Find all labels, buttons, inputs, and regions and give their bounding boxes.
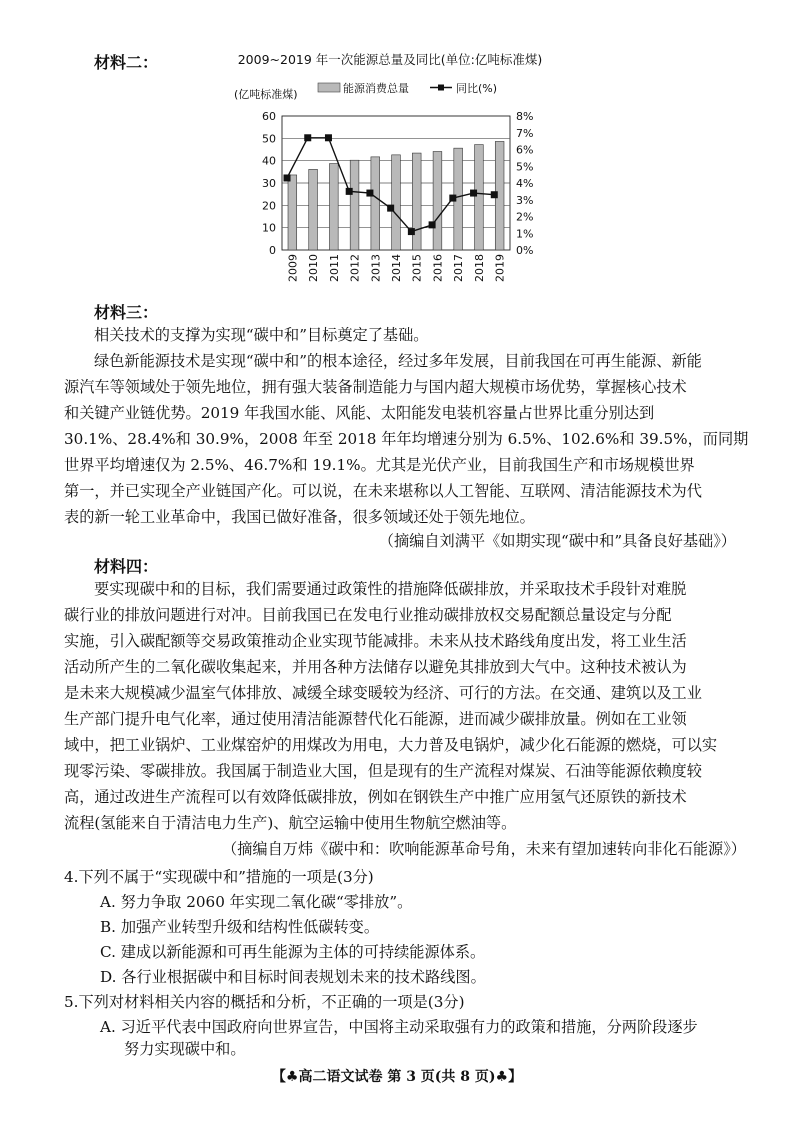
m4-line-5: 是未来大规模减少温室气体排放、减缓全球变暖较为经济、可行的方法。在交通、建筑以及工业 — [64, 684, 702, 702]
m4-line-9: 高，通过改进生产流程可以有效降低碳排放，例如在钢铁生产中推广应用氢气还原铁的新技术 — [64, 788, 687, 806]
y-left-tick-label: 10 — [262, 221, 276, 235]
x-tick-label: 2019 — [493, 254, 507, 282]
m4-line-1: 要实现碳中和的目标，我们需要通过政策性的措施降低碳排放，并采取技术手段针对难脱 — [94, 580, 687, 598]
yoy-point — [470, 190, 477, 197]
m3-line-1: 相关技术的支撑为实现“碳中和”目标奠定了基础。 — [94, 326, 429, 344]
chart-title: 2009~2019 年一次能源总量及同比(单位:亿吨标准煤) — [237, 52, 543, 67]
m4-line-4: 活动所产生的二氧化碳收集起来，并用各种方法储存以避免其排放到大气中。这种技术被认为 — [64, 658, 687, 676]
x-tick-label: 2015 — [410, 254, 424, 282]
m3-line-7: 第一，并已实现全产业链国产化。可以说，在未来堪称以人工智能、互联网、清洁能源技术为代 — [64, 482, 702, 500]
m3-line-8: 表的新一轮工业革命中，我国已做好准备，很多领域还处于领先地位。 — [64, 508, 535, 526]
legend-line-label: 同比(%) — [456, 82, 498, 95]
bar — [350, 160, 359, 250]
q5-option-a-line2: 努力实现碳中和。 — [124, 1040, 246, 1058]
page-footer: 【♣高二语文试卷 第 3 页(共 8 页)♣】 — [271, 1069, 523, 1085]
yoy-point — [449, 195, 456, 202]
m3-line-5: 30.1%、28.4%和 30.9%，2008 年至 2018 年年均增速分别为 6.5%、102.6%和 39.5%，而同期 — [64, 430, 749, 448]
y-right-tick-label: 8% — [516, 110, 534, 123]
y-right-tick-label: 2% — [516, 210, 534, 224]
bar — [392, 155, 401, 250]
y-left-tick-label: 30 — [262, 177, 276, 190]
y-right-tick-label: 1% — [516, 227, 534, 241]
x-tick-label: 2016 — [431, 254, 445, 282]
m3-line-4: 和关键产业链优势。2019 年我国水能、风能、太阳能发电装机容量占世界比重分别达到 — [64, 404, 655, 422]
m4-line-10: 流程(氢能来自于清洁电力生产)、航空运输中使用生物航空燃油等。 — [64, 814, 517, 832]
bar — [288, 175, 297, 250]
q4-stem: 4.下列不属于“实现碳中和”措施的一项是(3分) — [64, 868, 374, 886]
m3-line-2: 绿色新能源技术是实现“碳中和”的根本途径，经过多年发展，目前我国在可再生能源、新能 — [94, 352, 702, 370]
bar — [329, 164, 338, 250]
yoy-point — [387, 205, 394, 212]
y-left-tick-label: 20 — [262, 199, 276, 213]
material3-label: 材料三： — [94, 303, 159, 322]
energy-chart — [230, 50, 560, 300]
y-right-tick-label: 6% — [516, 143, 534, 157]
legend-line-marker — [438, 85, 444, 91]
yoy-point — [366, 190, 373, 197]
m3-line-6: 世界平均增速仅为 2.5%、46.7%和 19.1%。尤其是光伏产业，目前我国生产和市场规模世界 — [64, 456, 695, 474]
yoy-point — [304, 134, 311, 141]
m4-line-8: 现零污染、零碳排放。我国属于制造业大国，但是现有的生产流程对煤炭、石油等能源依赖度较 — [64, 762, 702, 780]
material4-label: 材料四： — [94, 557, 159, 576]
y-right-tick-label: 5% — [516, 160, 534, 174]
yoy-line — [287, 138, 494, 232]
q5-stem: 5.下列对材料相关内容的概括和分析，不正确的一项是(3分) — [64, 993, 465, 1011]
y-right-tick-label: 7% — [516, 126, 534, 140]
q4-option-d: D. 各行业根据碳中和目标时间表规划未来的技术路线图。 — [100, 968, 486, 986]
yoy-point — [284, 174, 291, 181]
m3-source: （摘编自刘满平《如期实现“碳中和”具备良好基础》） — [378, 532, 736, 550]
x-tick-label: 2017 — [452, 254, 466, 282]
y-left-tick-label: 60 — [262, 110, 276, 123]
m4-line-3: 实施，引入碳配额等交易政策推动企业实现节能减排。未来从技术路线角度出发，将工业生活 — [64, 632, 687, 650]
q4-option-b: B. 加强产业转型升级和结构性低碳转变。 — [100, 918, 380, 936]
bar — [475, 145, 484, 250]
m4-line-6: 生产部门提升电气化率，通过使用清洁能源替代化石能源，进而减少碳排放量。例如在工业领 — [64, 710, 687, 728]
q4-option-a: A. 努力争取 2060 年实现二氧化碳“零排放”。 — [100, 893, 413, 911]
y-right-tick-label: 4% — [516, 177, 534, 190]
x-tick-label: 2009 — [286, 254, 300, 282]
bar — [309, 169, 318, 250]
legend-bar-swatch — [318, 83, 340, 92]
x-tick-label: 2012 — [348, 254, 362, 282]
bar — [371, 157, 380, 250]
y-right-tick-label: 0% — [516, 244, 534, 257]
y-left-tick-label: 40 — [262, 154, 276, 168]
yoy-point — [325, 134, 332, 141]
yoy-point — [429, 221, 436, 228]
chart-ylabel-left: (亿吨标准煤) — [234, 88, 298, 101]
bar — [433, 152, 442, 250]
x-tick-label: 2014 — [390, 254, 403, 282]
legend-bar-label: 能源消费总量 — [343, 82, 409, 95]
m4-source: （摘编自万炜《碳中和：吹响能源革命号角，未来有望加速转向非化石能源》） — [222, 840, 746, 858]
y-left-tick-label: 50 — [262, 132, 276, 146]
yoy-point — [346, 188, 353, 195]
yoy-point — [408, 228, 415, 235]
m4-line-2: 碳行业的排放问题进行对冲。目前我国已在发电行业推动碳排放权交易配额总量设定与分配 — [64, 606, 672, 624]
m3-line-3: 源汽车等领域处于领先地位，拥有强大装备制造能力与国内超大规模市场优势，掌握核心技术 — [64, 378, 687, 396]
y-left-tick-label: 0 — [269, 244, 276, 257]
y-right-tick-label: 3% — [516, 193, 534, 207]
x-tick-label: 2018 — [472, 254, 486, 282]
bar — [412, 153, 421, 250]
yoy-point — [491, 191, 498, 198]
x-tick-label: 2011 — [327, 254, 341, 282]
x-tick-label: 2010 — [307, 254, 321, 282]
material2-label: 材料二： — [94, 53, 159, 72]
q5-option-a-line1: A. 习近平代表中国政府向世界宣告，中国将主动采取强有力的政策和措施，分两阶段逐步 — [100, 1018, 698, 1036]
m4-line-7: 域中，把工业锅炉、工业煤窑炉的用煤改为用电，大力普及电锅炉，减少化石能源的燃烧，可以实 — [64, 736, 718, 754]
q4-option-c: C. 建成以新能源和可再生能源为主体的可持续能源体系。 — [100, 943, 486, 961]
x-tick-label: 2013 — [369, 254, 383, 282]
